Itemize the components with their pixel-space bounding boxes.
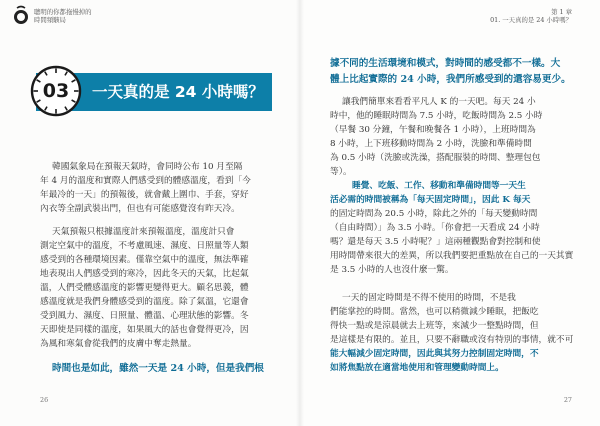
text-line: 是這樣是有限的。並且，只要不辭職或沒有特別的事情，就不可 [330, 335, 574, 345]
text-line: （自由時間）」為 3.5 小時。「你會把一天看成 24 小時 [330, 223, 540, 233]
text-line: 用時間帶來很大的差異，所以我們要把重點放在自己的一天其實 [330, 251, 574, 261]
text-line: 等）。 [330, 167, 352, 177]
right-page [300, 0, 600, 426]
text-line: 韓國氣象局在預報天氣時，會同時公布 10 月至隔 [52, 162, 243, 172]
text-line: 測定空氣中的溫度，不考慮風速、濕度、日照量等人類 [40, 241, 249, 251]
emphasis-line: 據不同的生活環境和模式，對時間的感受都不一樣。大 [330, 58, 561, 69]
text-line: 地表現出人們感受到的寒冷，因此冬天的天氣，比起氣 [40, 269, 249, 279]
text-line: 一天的固定時間是不得不使用的時間，不是我 [342, 293, 516, 303]
emphasis-line: 如將焦點放在適當地使用和管理變動時間上。 [330, 363, 504, 373]
text-line: 8 小時，上下班移動時間為 2 小時，洗臉和準備時間 [330, 139, 532, 149]
text-line: 天即使是同樣的溫度，如果風大的話也會覺得更冷，因 [40, 325, 249, 335]
emphasis-line: 時間也是如此，雖然一天是 24 小時，但是我們根 [52, 363, 264, 374]
text-line: 得快一點或是涼晨就去上班等，來減少一整點時間，但 [330, 321, 539, 331]
emphasis-line: 體上比起實際的 24 小時，我們所感受到的還容易更少。 [330, 74, 571, 85]
text-line: 感受到的各種環境因素。僅靠空氣中的溫度，無法準確 [40, 255, 249, 265]
text-line: 年最冷的一天」的預報後，就會戴上圍巾、手套，穿好 [40, 190, 249, 200]
chapter-section-label: 01. 一天真的是 24 小時嗎？ [490, 16, 572, 24]
text-line: 讓我們簡單來看看平凡人 K 的一天吧。每天 24 小 [342, 97, 536, 107]
text-line: 為風和寒氣會從我們的皮膚中奪走熱量。 [40, 339, 197, 349]
text-line: 年 4 月的溫度和實際人們感受到的體感溫度，看到「今 [40, 176, 251, 186]
running-head-book-title [34, 8, 92, 24]
emphasis-line: 活必需的時間被稱為「每天固定時間」，因此 K 每天 [330, 195, 531, 205]
book-title-line-2: 時間頻駭局 [34, 16, 66, 24]
text-line: 嗎？還是每天 3.5 小時呢？」這兩種觀點會對控制和使 [330, 237, 541, 247]
text-line: 為 0.5 小時（洗臉或洗澡，搭配服裝的時間、整理包包 [330, 153, 541, 163]
running-head-chapter [490, 8, 572, 24]
text-line: 的固定時間為 20.5 小時，除此之外的「每天變動時間 [330, 209, 538, 219]
text-line: 天氣預報只根據溫度計來預報溫度，溫度計只會 [52, 227, 235, 237]
text-line: 內衣等全副武裝出門，但也有可能感覺沒有昨天冷。 [40, 204, 240, 214]
emphasis-line: 能大幅減少固定時間，因此與其努力控制固定時間，不 [330, 349, 539, 359]
text-line: 是 3.5 小時的人也沒什麼一驚。 [330, 265, 454, 275]
book-gutter [296, 0, 304, 426]
publisher-logo-icon [11, 5, 31, 27]
text-line: 們能掌控的時間。當然，也可以稍微減少睡眠，把飯吃 [330, 307, 539, 317]
text-line: 溫，人們受體感溫度的影響更變得更大。顧名思義，體 [40, 283, 249, 293]
text-line: 感溫度就是我們身體感受到的溫度。除了氣溫，它還會 [40, 297, 249, 307]
text-line: （早餐 30 分鐘，午餐和晚餐各 1 小時），上班時間為 [330, 125, 536, 135]
section-title: 一天真的是 24 小時嗎？ [92, 83, 264, 101]
text-line: 受到風力、濕度、日照量、體溫、心理狀態的影響。冬 [40, 311, 249, 321]
chapter-label: 第 1 章 [551, 8, 572, 16]
book-title-line-1: 聰明的你都拖慢掉的 [34, 8, 92, 16]
text-line: 時中，他的睡眠時間為 7.5 小時，吃飯時間為 2.5 小時 [330, 111, 543, 121]
section-number: 03 [42, 80, 70, 102]
page-number-left: 26 [40, 396, 49, 404]
emphasis-line: 睡覺、吃飯、工作、移動和準備時間等一天生 [352, 181, 526, 191]
page-number-right: 27 [563, 396, 572, 404]
